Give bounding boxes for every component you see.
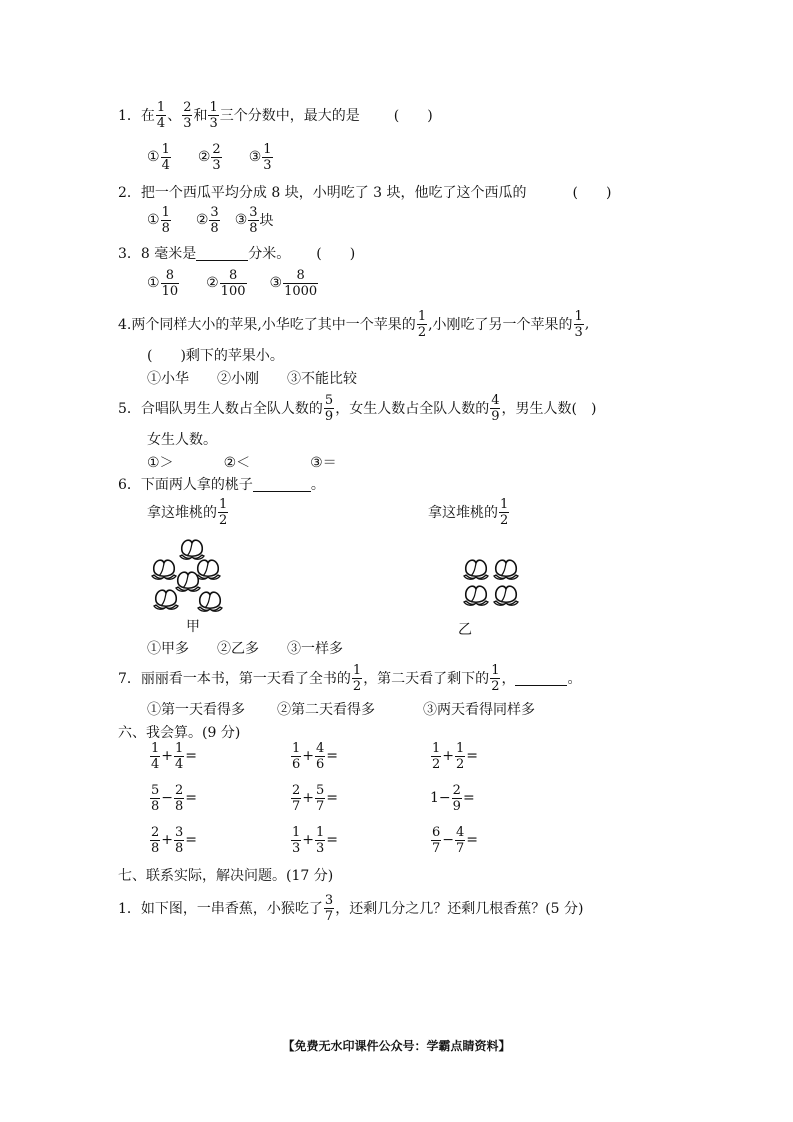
q4-options: ①小华 ②小刚 ③不能比较	[147, 371, 357, 387]
fraction: 3 8	[210, 204, 219, 236]
question-1	[118, 99, 433, 131]
question-7: 7．丽丽看一本书，第一天看了全书的 1 2 ，第二天看了剩下的 1 2 ， 。	[118, 662, 582, 694]
q4-line2: ( )剩下的苹果小。	[147, 348, 284, 364]
whole-number: 1	[430, 790, 439, 806]
calc-expression	[149, 824, 198, 856]
fraction: 2 8	[151, 824, 160, 856]
fraction: 5 8	[151, 782, 160, 814]
question-3: 3． 8 毫米是 分米。 ( )	[118, 241, 355, 265]
q5-options: ①＞ ②＜ ③＝	[147, 455, 337, 471]
operator: +	[302, 832, 315, 848]
fraction: 5 9	[324, 392, 334, 424]
option-marker: ②	[197, 149, 211, 165]
equals-sign: =	[326, 790, 339, 806]
fraction: 8 10	[161, 267, 179, 299]
equals-sign: =	[185, 748, 198, 764]
operator: +	[302, 748, 315, 764]
equals-sign: =	[185, 832, 198, 848]
fraction: 1 3	[292, 824, 301, 856]
fraction: 6 7	[432, 824, 441, 856]
calc-expression	[149, 740, 198, 772]
operator: −	[442, 832, 455, 848]
option-suffix: 块	[259, 213, 274, 229]
section-6-title: 六、我会算。(9 分)	[118, 725, 241, 741]
operator: +	[302, 790, 315, 806]
fraction: $\frac{1}{3}$	[316, 824, 325, 856]
fraction: 1 3	[574, 308, 583, 340]
section-7-title: 七、联系实际，解决问题。(17 分)	[118, 868, 334, 884]
fraction: $\frac{2}{8}$	[175, 782, 184, 814]
q2-text: 把一个西瓜平均分成 8 块，小明吃了 3 块，他吃了这个西瓜的	[140, 185, 527, 201]
operator: +	[442, 748, 455, 764]
fraction: 4 9	[491, 392, 500, 424]
q1-options	[147, 141, 274, 173]
equals-sign: =	[326, 832, 339, 848]
fraction: 1 3	[209, 99, 218, 131]
calc-expression	[430, 824, 479, 856]
fraction: 1 6	[292, 740, 301, 772]
fraction: $\frac{5}{7}$	[316, 782, 325, 814]
option-marker: ②	[206, 275, 219, 291]
q1-text: 在	[140, 108, 155, 124]
fraction: 2 7	[292, 782, 301, 814]
q1-text: 、	[167, 108, 182, 124]
calc-expression	[290, 782, 339, 814]
option-marker: ②	[195, 212, 209, 228]
section-7-question-1: 1．如下图，一串香蕉，小猴吃了 3 7 ，还剩几分之几？还剩几根香蕉？(5 分)	[118, 892, 584, 924]
option-marker: ①	[147, 212, 160, 228]
question-4: 4.两个同样大小的苹果,小华吃了其中一个苹果的 1 2 ,小刚吃了另一个苹果的 1 3 ,	[118, 308, 590, 340]
fraction: $\frac{2}{9}$	[452, 782, 461, 814]
equals-sign: =	[462, 790, 475, 806]
fraction: 8 100	[220, 267, 246, 299]
fraction: 1 8	[161, 204, 170, 236]
fraction: 1 4	[151, 740, 160, 772]
option-marker: ③	[234, 212, 248, 228]
fraction: 8 1000	[284, 267, 318, 299]
option-marker: ③	[269, 275, 283, 291]
fraction: 1 2	[491, 662, 500, 694]
answer-blank[interactable]	[515, 671, 567, 686]
fraction: 3 8	[249, 204, 258, 236]
operator: +	[161, 748, 174, 764]
fraction: 1 2	[432, 740, 441, 772]
operator: −	[161, 790, 174, 806]
q1-text: 和	[193, 108, 208, 124]
calc-expression	[290, 824, 339, 856]
fraction: 1 2	[219, 496, 228, 528]
answer-paren: ( )	[393, 108, 433, 124]
q3-options	[147, 267, 319, 299]
option-marker: ①	[147, 275, 160, 291]
question-5: 5．合唱队男生人数占全队人数的 5 9 ，女生人数占全队人数的 4 9 ，男生人数( )	[118, 392, 597, 424]
q6-right-name: 乙	[458, 622, 472, 638]
equals-sign: =	[326, 748, 339, 764]
q5-line2: 女生人数。	[147, 432, 217, 448]
q6-right-label: 拿这堆桃的 1 2	[428, 496, 509, 528]
fraction: 2 3	[183, 99, 192, 131]
fraction: 1 3	[263, 141, 272, 173]
calc-expression	[149, 782, 198, 814]
peach-pile-a-illustration	[150, 535, 230, 615]
option-marker: ①	[147, 149, 160, 165]
q6-options: ①甲多 ②乙多 ③一样多	[147, 641, 343, 657]
q6-left-label: 拿这堆桃的 1 2	[147, 496, 228, 528]
option-marker: ③	[248, 149, 262, 165]
answer-paren: ( )	[316, 246, 356, 262]
fraction: $\frac{1}{4}$	[175, 740, 184, 772]
fraction: 1 4	[156, 99, 166, 131]
calc-expression	[290, 740, 339, 772]
answer-paren: ( )	[572, 185, 612, 201]
fraction: 2 3	[212, 141, 221, 173]
q7-options: ①第一天看得多 ②第二天看得多 ③两天看得同样多	[147, 702, 535, 718]
answer-blank[interactable]	[196, 246, 248, 261]
equals-sign: =	[466, 748, 479, 764]
q2-options	[147, 204, 274, 236]
equals-sign: =	[185, 790, 198, 806]
q1-number: 1．	[118, 108, 141, 124]
question-2: 2． 把一个西瓜平均分成 8 块，小明吃了 3 块，他吃了这个西瓜的 ( )	[118, 180, 611, 204]
q1-text: 三个分数中，最大的是	[219, 108, 360, 124]
footer-text: 【免费无水印课件公众号：学霸点睛资料】	[282, 1039, 511, 1053]
fraction: $\frac{1}{2}$	[456, 740, 465, 772]
fraction: 1 2	[500, 496, 509, 528]
peach-pile-b-illustration	[460, 553, 524, 609]
fraction: $\frac{3}{8}$	[175, 824, 184, 856]
fraction: 1 2	[352, 662, 362, 694]
calc-expression	[430, 782, 475, 814]
equals-sign: =	[466, 832, 479, 848]
fraction: $\frac{4}{6}$	[316, 740, 325, 772]
fraction: 1 4	[161, 141, 170, 173]
fraction: 1 2	[417, 308, 427, 340]
fraction: $\frac{4}{7}$	[456, 824, 465, 856]
question-6: 6．下面两人拿的桃子 。	[118, 477, 325, 493]
operator: +	[161, 832, 174, 848]
calc-expression	[430, 740, 479, 772]
operator: −	[438, 790, 451, 806]
answer-blank[interactable]	[253, 477, 311, 492]
fraction: 3 7	[324, 892, 334, 924]
q6-left-name: 甲	[186, 619, 200, 635]
